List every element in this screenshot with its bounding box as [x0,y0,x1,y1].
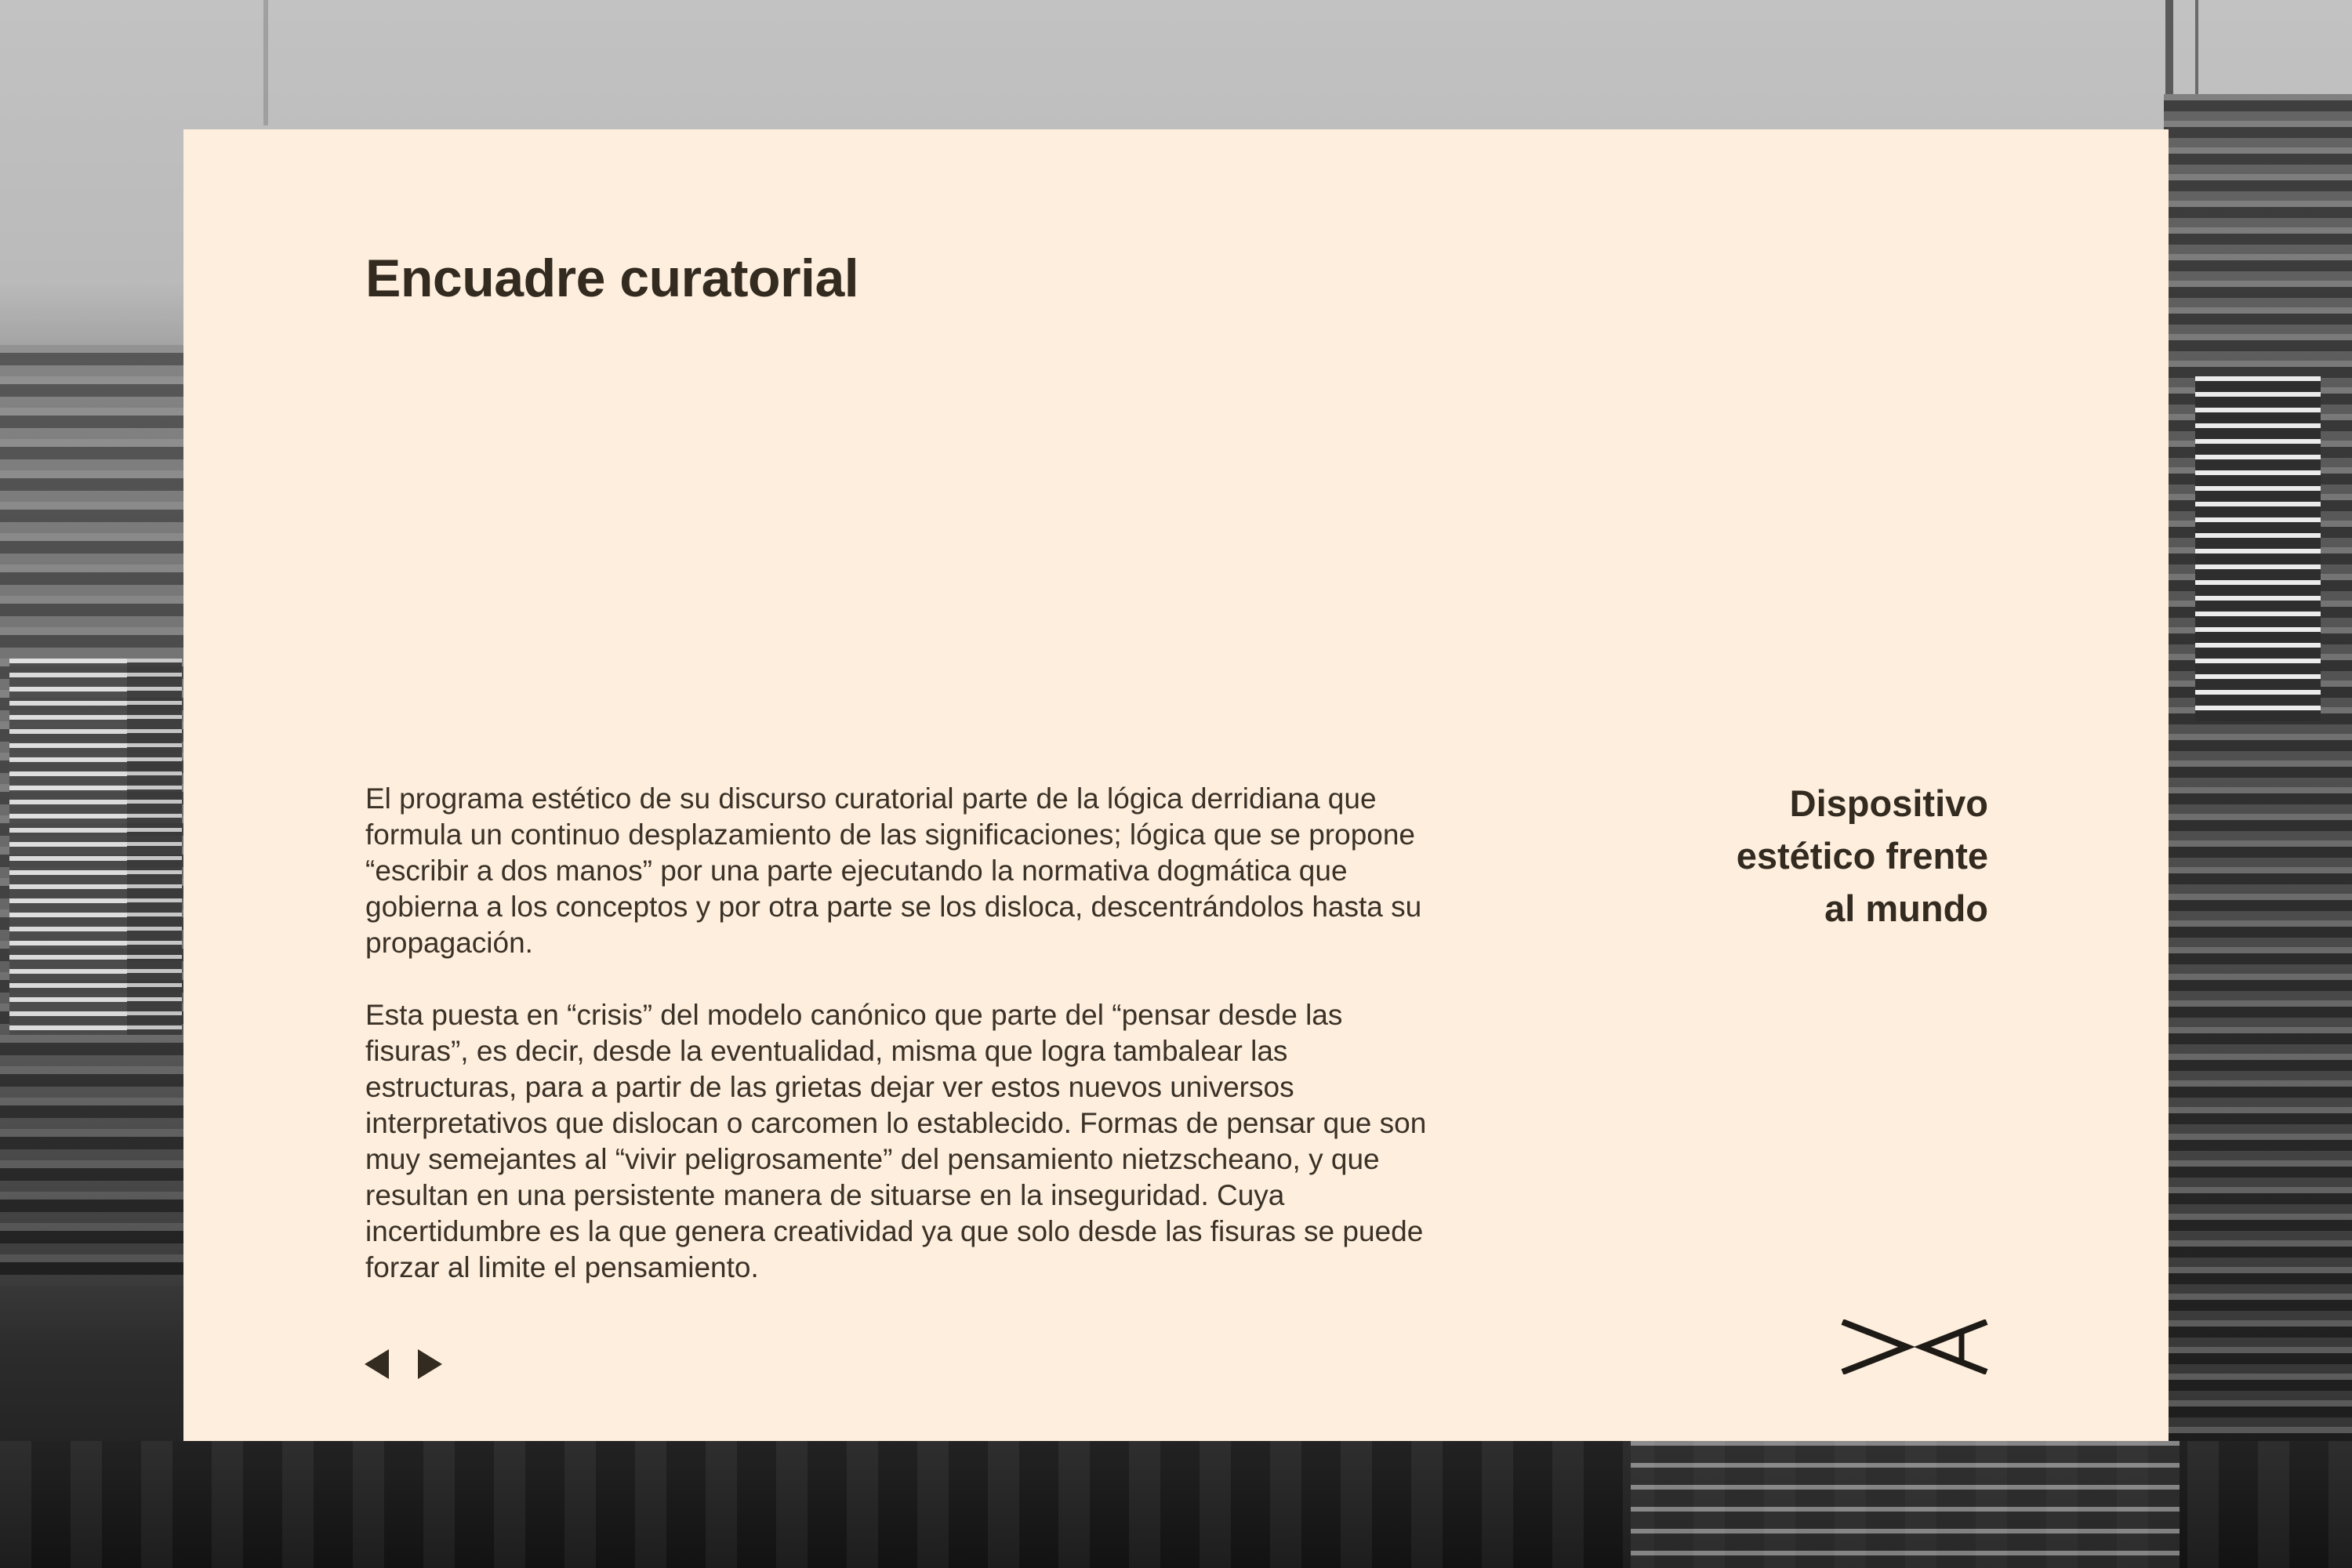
apartment-tower-left [9,659,182,1035]
next-button[interactable] [417,1349,442,1379]
subtitle-line-1: Dispositivo [1789,782,1988,824]
triangle-left-icon [365,1349,390,1379]
antenna-left [263,0,268,125]
section-subtitle [1628,777,1988,935]
subtitle-line-2: estético frente [1736,835,1988,877]
content-card [183,129,2169,1441]
slide-navigation [365,1349,442,1379]
prev-button[interactable] [365,1349,390,1379]
hillside-right [2164,94,2352,1568]
va-logo-icon [1841,1319,1988,1374]
va-logo[interactable] [1841,1319,1988,1374]
page-title: Encuadre curatorial [365,249,859,308]
apartment-tower-right [2195,376,2321,721]
foreground-buildings [1631,1441,2180,1568]
subtitle-line-3: al mundo [1824,887,1988,929]
paragraph-1: El programa estético de su discurso curatorial parte de la lógica derridiana que formula un continuo desplazamiento de las significaciones; lógica que se propone “escribir a dos manos” por una parte ejecutando la normativa dogmática que gobierna a los conceptos y por otra parte se los disloca, descentrándolos hasta su propagación. [365,782,1422,959]
triangle-right-icon [417,1349,442,1379]
body-text [365,781,1432,1322]
paragraph-2: Esta puesta en “crisis” del modelo canónico que parte del “pensar desde las fisuras”, es decir, desde la eventualidad, misma que logra tambalear las estructuras, para a partir de las grietas dejar ver estos nuevos universos interpretativos que dislocan o carcomen lo establecido. Formas de pensar que son muy semejantes al “vivir peligrosamente” del pensamiento nietzscheano, y que resultan en una persistente manera de situarse en la inseguridad. Cuya incertidumbre es la que genera creatividad ya que solo desde las fisuras se puede forzar al limite el pensamiento. [365,999,1427,1283]
